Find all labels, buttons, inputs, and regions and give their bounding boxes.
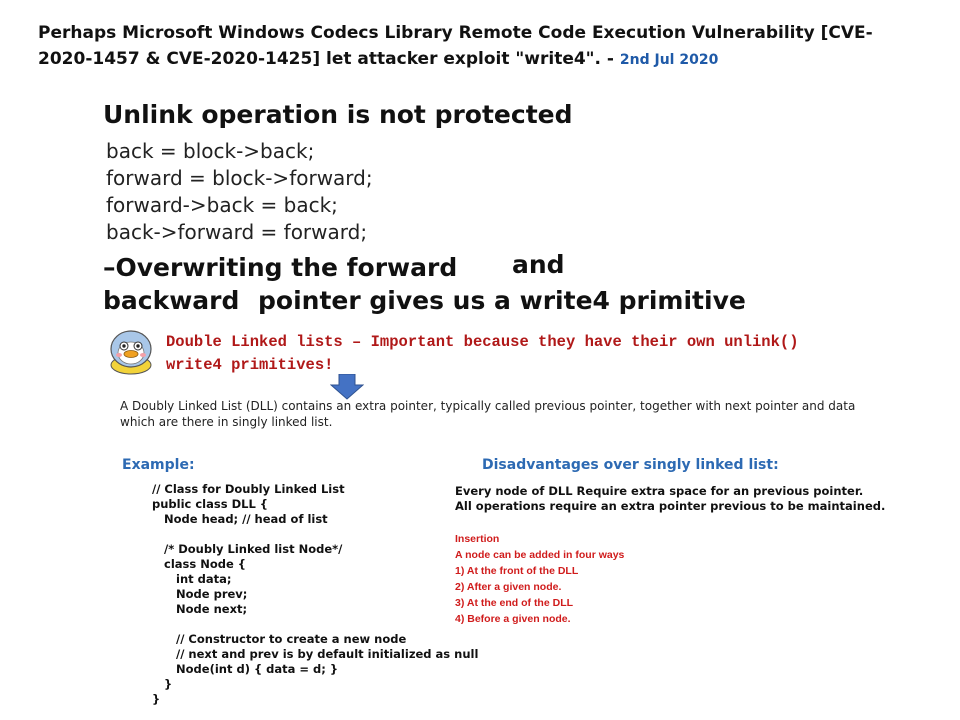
insertion-line: 4) Before a given node. <box>455 613 571 625</box>
down-arrow-icon <box>330 374 364 400</box>
penguin-mascot-icon <box>104 327 158 375</box>
example-code-line: Node(int d) { data = d; } <box>152 662 339 676</box>
example-code-line: // next and prev is by default initialized as null <box>152 647 479 661</box>
example-code-line: int data; <box>152 572 232 586</box>
unlink-code-line: back->forward = forward; <box>106 220 368 244</box>
example-code-line: class Node { <box>152 557 246 571</box>
unlink-code-line: forward->back = back; <box>106 193 338 217</box>
example-code-line: Node head; // head of list <box>152 512 328 526</box>
unlink-code-line: back = block->back; <box>106 139 315 163</box>
example-code-line: /* Doubly Linked list Node*/ <box>152 542 343 556</box>
insertion-line: 1) At the front of the DLL <box>455 565 579 577</box>
example-code-line: } <box>152 677 173 691</box>
note-line-1: Double Linked lists – Important because they have their own unlink() <box>166 333 799 351</box>
example-code-line: Node prev; <box>152 587 248 601</box>
overwrite-text-1a: –Overwriting the forward <box>103 253 458 282</box>
example-code-line: } <box>152 692 161 706</box>
note-line-2: write4 primitives! <box>166 356 334 374</box>
dll-description: A Doubly Linked List (DLL) contains an extra pointer, typically called previous pointer, together with next pointer and data which are there in singly linked list. <box>120 399 856 429</box>
disadvantage-item: Every node of DLL Require extra space for an previous pointer. <box>455 484 864 498</box>
unlink-code-line: forward = block->forward; <box>106 166 373 190</box>
title-text: Perhaps Microsoft Windows Codecs Library Remote Code Execution Vulnerability [CVE-2020-1457 & CVE-2020-1425] let attacker exploit "write4". - <box>38 23 873 69</box>
insertion-line: 3) At the end of the DLL <box>455 597 574 609</box>
insertion-line: A node can be added in four ways <box>455 549 625 561</box>
example-code-line: // Class for Doubly Linked List <box>152 482 345 496</box>
insertion-line: 2) After a given node. <box>455 581 562 593</box>
overwrite-text-1b: and <box>512 250 565 279</box>
example-heading: Example: <box>122 457 195 473</box>
insertion-line: Insertion <box>455 533 500 545</box>
page-title <box>38 20 918 73</box>
example-code-line: // Constructor to create a new node <box>152 632 407 646</box>
section-heading: Unlink operation is not protected <box>103 100 573 129</box>
overwrite-text-2a: backward <box>103 286 240 315</box>
disadvantages-heading: Disadvantages over singly linked list: <box>482 457 779 473</box>
overwrite-text-2b: pointer gives us a write4 primitive <box>258 286 746 315</box>
example-code-line: public class DLL { <box>152 497 268 511</box>
title-date: 2nd Jul 2020 <box>619 52 719 68</box>
example-code-line: Node next; <box>152 602 248 616</box>
disadvantage-item: All operations require an extra pointer previous to be maintained. <box>455 499 886 513</box>
